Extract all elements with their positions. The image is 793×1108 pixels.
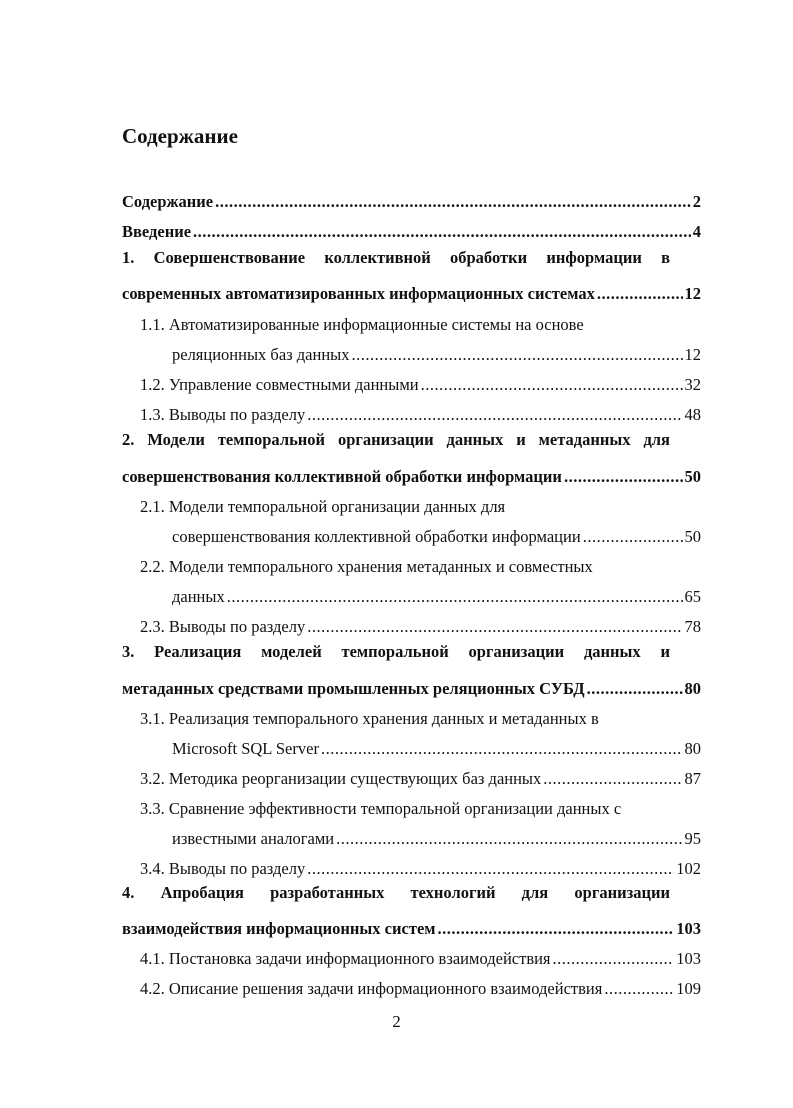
toc-entry-title: 1.2. Управление совместными данными	[140, 375, 419, 394]
toc-entry-page: 102	[676, 859, 701, 878]
toc-entry-page: 32	[684, 375, 701, 394]
toc-entry[interactable]	[172, 733, 701, 759]
toc-entry-title: 4.2. Описание решения задачи информационного взаимодействия	[140, 979, 603, 998]
toc-leader-dots	[583, 527, 683, 547]
toc-leader-dots	[193, 222, 691, 242]
toc-entry[interactable]	[172, 339, 701, 365]
toc-entry[interactable]	[172, 581, 701, 607]
toc-entry[interactable]	[140, 399, 701, 425]
toc-entry-title: совершенствования коллективной обработки информации	[122, 467, 562, 486]
toc-entry[interactable]	[122, 883, 670, 909]
toc-entry[interactable]	[140, 853, 701, 879]
toc-entry-title: 4.1. Постановка задачи информационного взаимодействия	[140, 949, 551, 968]
toc-entry-page: 80	[684, 679, 701, 698]
toc-leader-dots	[336, 829, 682, 849]
toc-entry-title: взаимодействия информационных систем	[122, 919, 436, 938]
toc-entry[interactable]	[122, 642, 670, 668]
toc-entry-page: 65	[684, 587, 701, 606]
toc-entry-page: 4	[692, 222, 701, 241]
toc-entry-title: реляционных баз данных	[172, 345, 350, 364]
toc-entry-page: 12	[684, 284, 701, 303]
toc-leader-dots	[543, 769, 682, 789]
toc-entry[interactable]	[122, 248, 670, 274]
toc-entry[interactable]	[140, 763, 701, 789]
toc-entry[interactable]	[140, 611, 701, 637]
toc-leader-dots	[307, 859, 674, 879]
toc-entry[interactable]	[122, 186, 701, 212]
page-title: Содержание	[122, 124, 238, 148]
toc-entry-page: 12	[684, 345, 701, 364]
toc-entry-title: современных автоматизированных информационных системах	[122, 284, 595, 303]
toc-entry-title: 2.1. Модели темпоральной организации данных для	[140, 497, 506, 516]
toc-entry-page: 103	[676, 919, 701, 938]
toc-entry[interactable]	[122, 278, 701, 304]
toc-entry-page: 87	[684, 769, 701, 788]
toc-leader-dots	[215, 192, 691, 212]
toc-entry-page: 2	[692, 192, 701, 211]
toc-entry-title: метаданных средствами промышленных реляционных СУБД	[122, 679, 585, 698]
toc-entry-title: известными аналогами	[172, 829, 335, 848]
toc-entry-title: 2.3. Выводы по разделу	[140, 617, 306, 636]
toc-entry[interactable]	[172, 521, 701, 547]
toc-entry[interactable]	[122, 430, 670, 456]
toc-leader-dots	[553, 949, 675, 969]
toc-leader-dots	[597, 284, 683, 304]
toc-entry[interactable]	[122, 913, 701, 939]
toc-entry-title: 4. Апробация разработанных технологий для организации	[122, 883, 670, 902]
toc-entry-title: Введение	[122, 222, 192, 241]
toc-entry[interactable]	[122, 216, 701, 242]
toc-entry[interactable]	[140, 551, 701, 577]
toc-leader-dots	[227, 587, 683, 607]
toc-entry[interactable]	[140, 309, 701, 335]
toc-entry[interactable]	[172, 823, 701, 849]
toc-entry-page: 48	[684, 405, 701, 424]
toc-entry[interactable]	[140, 943, 701, 969]
toc-leader-dots	[421, 375, 683, 395]
page-number: 2	[392, 1012, 401, 1031]
toc-leader-dots	[564, 467, 683, 487]
toc-entry-title: 3.1. Реализация темпорального хранения данных и метаданных в	[140, 709, 599, 728]
toc-entry-title: 1.1. Автоматизированные информационные системы на основе	[140, 315, 584, 334]
toc-entry-title: 2.2. Модели темпорального хранения метаданных и совместных	[140, 557, 593, 576]
toc-entry[interactable]	[140, 793, 701, 819]
toc-entry-title: 3.2. Методика реорганизации существующих баз данных	[140, 769, 542, 788]
toc-entry-page: 50	[684, 467, 701, 486]
toc-entry-page: 103	[676, 949, 701, 968]
toc-entry-title: 3.4. Выводы по разделу	[140, 859, 306, 878]
toc-entry-page: 80	[684, 739, 701, 758]
toc-entry-title: Microsoft SQL Server	[172, 739, 319, 758]
toc-leader-dots	[352, 345, 683, 365]
toc-entry-page: 78	[684, 617, 701, 636]
toc-entry-title: совершенствования коллективной обработки информации	[172, 527, 581, 546]
toc-entry-page: 109	[676, 979, 701, 998]
toc-entry[interactable]	[140, 973, 701, 999]
toc-entry[interactable]	[140, 491, 701, 517]
toc-leader-dots	[307, 617, 682, 637]
toc-entry-title: Содержание	[122, 192, 214, 211]
toc-leader-dots	[604, 979, 674, 999]
toc-entry-title: данных	[172, 587, 225, 606]
toc-entry[interactable]	[140, 369, 701, 395]
toc-entry-title: 3. Реализация моделей темпоральной организации данных и	[122, 642, 670, 661]
toc-leader-dots	[587, 679, 683, 699]
toc-entry[interactable]	[122, 461, 701, 487]
toc-entry[interactable]	[122, 673, 701, 699]
toc-leader-dots	[307, 405, 682, 425]
toc-entry-title: 1. Совершенствование коллективной обработки информации в	[122, 248, 670, 267]
toc-entry-page: 50	[684, 527, 701, 546]
toc-entry-title: 3.3. Сравнение эффективности темпоральной организации данных с	[140, 799, 622, 818]
toc-entry-page: 95	[684, 829, 701, 848]
toc-entry-title: 2. Модели темпоральной организации данных и метаданных для	[122, 430, 670, 449]
toc-leader-dots	[438, 919, 675, 939]
toc-entry-title: 1.3. Выводы по разделу	[140, 405, 306, 424]
toc-entry[interactable]	[140, 703, 701, 729]
toc-leader-dots	[321, 739, 683, 759]
